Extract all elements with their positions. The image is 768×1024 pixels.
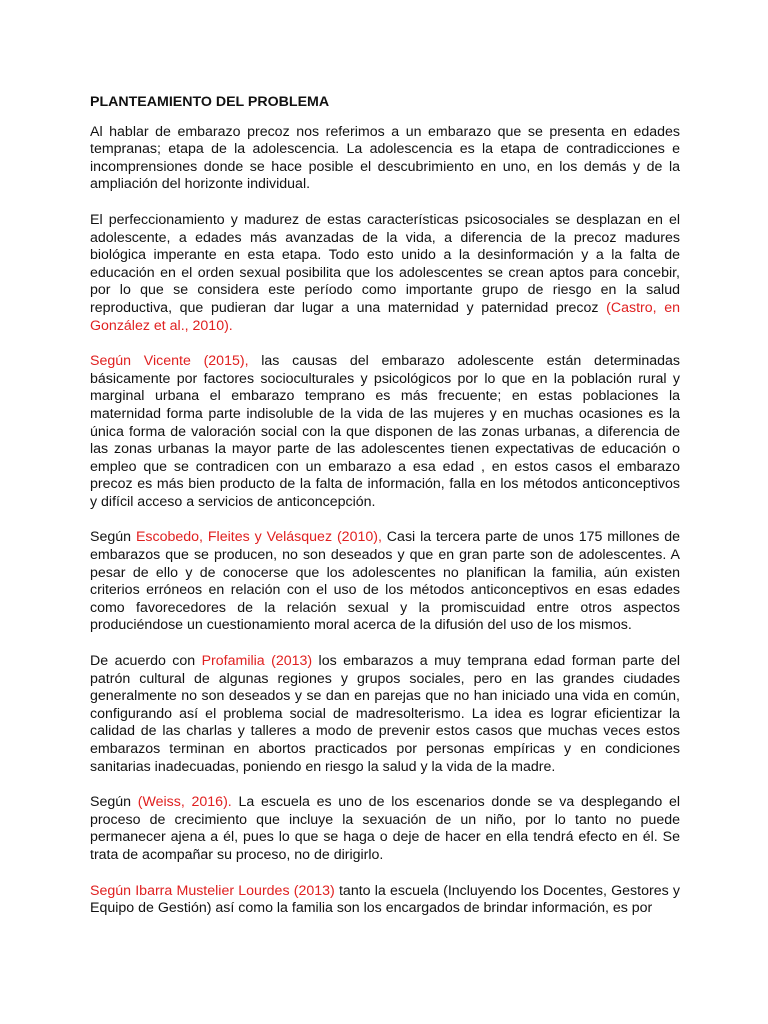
paragraph-5-lead: De acuerdo con bbox=[90, 653, 202, 670]
paragraph-5-text: los embarazos a muy temprana edad forman parte del patrón cultural de algunas regiones y grupos sociales, pero en las grandes ciudades generalmente no son deseados y se dan en parejas que no han iniciado una vida en común, configurando así el problema social de madresolterismo. La idea es lograr eficientizar la calidad de las charlas y talleres a modo de prevenir estos casos que muchas veces estos embarazos terminan en abortos practicados por personas empíricas y en condiciones sanitarias inadecuadas, poniendo en riesgo la salud y la vida de la madre. bbox=[90, 653, 680, 775]
paragraph-7 bbox=[90, 883, 680, 918]
paragraph-1-text: Al hablar de embarazo precoz nos referimos a un embarazo que se presenta en edades tempranas; etapa de la adolescencia. La adolescencia es la etapa de contradicciones e incomprensiones donde se hace posible el descubrimiento en uno, en los demás y de la ampliación del horizonte individual. bbox=[90, 123, 680, 193]
paragraph-4-text: Casi la tercera parte de unos 175 millones de embarazos que se producen, no son deseados y que en gran parte son de adolescentes. A pesar de ello y de conocerse que los adolescentes no planifican la familia, aún existen criterios erróneos en relación con el uso de los métodos anticonceptivos en esas edades como favorecedores de la relación sexual y la promiscuidad entre otros aspectos produciéndose un cuestionamiento moral acerca de la difusión del uso de los mismos. bbox=[90, 529, 680, 634]
paragraph-4 bbox=[90, 529, 680, 635]
document-page bbox=[90, 94, 680, 936]
document-title: PLANTEAMIENTO DEL PROBLEMA bbox=[90, 94, 330, 110]
paragraph-6-text: La escuela es uno de los escenarios donde se va desplegando el proceso de crecimiento que incluye la sexuación de un niño, por lo tanto no puede permanecer ajena a él, pues lo que se haga o deje de hacer en ella tendrá efecto en él. Se trata de acompañar su proceso, no de dirigirlo. bbox=[90, 794, 680, 863]
paragraph-1 bbox=[90, 124, 680, 194]
paragraph-7-text: tanto la escuela (Incluyendo los Docentes, Gestores y Equipo de Gestión) así como la familia son los encargados de brindar información, es por bbox=[90, 882, 680, 917]
citation-castro: (Castro, en González et al., 2010). bbox=[90, 299, 680, 334]
paragraph-3 bbox=[90, 353, 680, 511]
citation-weiss: (Weiss, 2016). bbox=[137, 794, 232, 811]
citation-escobedo: Escobedo, Fleites y Velásquez (2010), bbox=[135, 529, 382, 546]
paragraph-6 bbox=[90, 794, 680, 864]
paragraph-3-text: las causas del embarazo adolescente están determinadas básicamente por factores socioculturales y psicológicos por lo que en la población rural y marginal urbana el embarazo temprano es más frecuente; en estas poblaciones la maternidad forma parte indisoluble de la vida de las mujeres y en muchas ocasiones es la única forma de valoración social con la que disponen de las zonas urbanas, a diferencia de las zonas urbanas la mayor parte de las adolescentes tienen expectativas de educación o empleo que se contradicen con un embarazo a esa edad , en estos casos el embarazo precoz es más bien producto de la falta de información, falla en los métodos anticonceptivos y difícil acceso a servicios de anticoncepción. bbox=[90, 353, 680, 510]
paragraph-5 bbox=[90, 653, 680, 776]
paragraph-4-lead: Según bbox=[90, 529, 136, 546]
paragraph-2 bbox=[90, 212, 680, 335]
paragraph-2-text: El perfeccionamiento y madurez de estas características psicosociales se desplazan en el adolescente, a edades más avanzadas de la vida, a diferencia de la precoz madures biológica imperante en esta etapa. Todo esto unido a la desinformación y a la falta de educación en el orden sexual posibilita que los adolescentes se crean aptos para concebir, por lo que se considera este período como importante grupo de riesgo en la salud reproductiva, que pudieran dar lugar a una maternidad y paternidad precoz bbox=[90, 211, 680, 316]
paragraph-6-lead: Según bbox=[90, 794, 138, 811]
citation-vicente: Según Vicente (2015), bbox=[90, 353, 249, 370]
citation-ibarra: Según Ibarra Mustelier Lourdes (2013) bbox=[90, 882, 335, 899]
citation-profamilia: Profamilia (2013) bbox=[201, 653, 313, 670]
